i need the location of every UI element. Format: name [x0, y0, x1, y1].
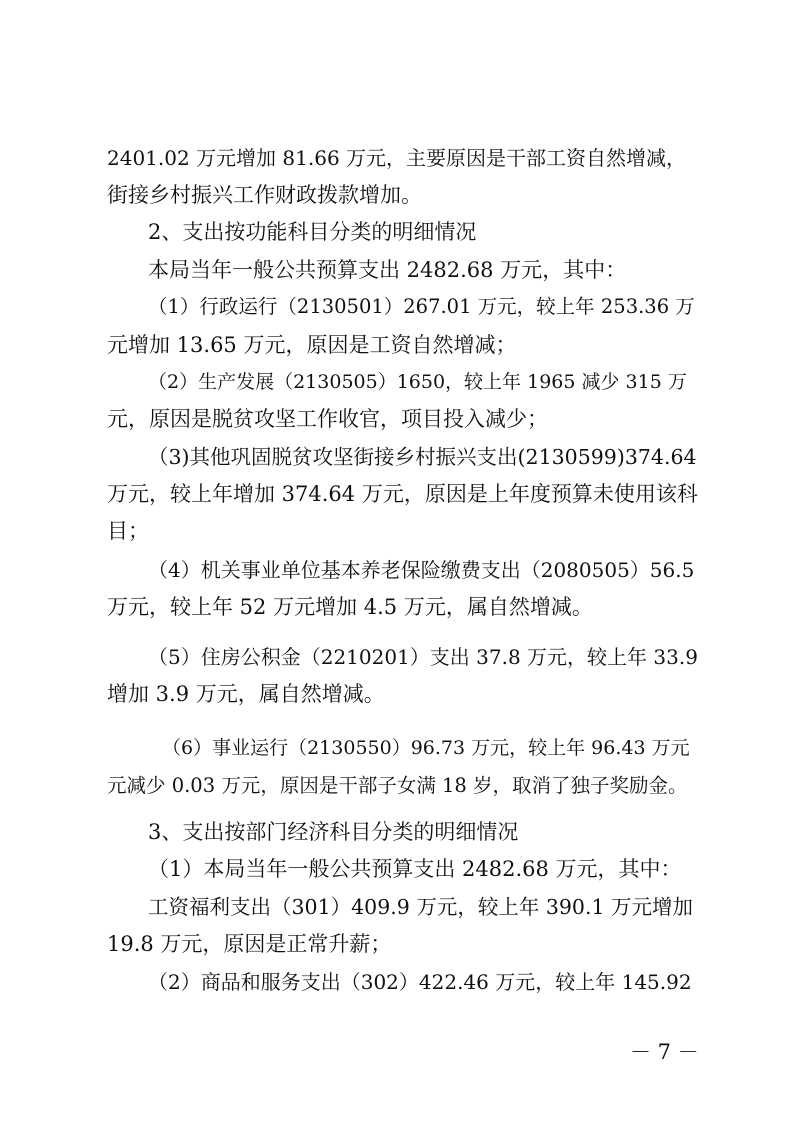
text-line-21: 19.8 万元，原因是正常升薪；	[107, 932, 392, 956]
text-line-20: 工资福利支出（301）409.9 万元，较上年 390.1 万元增加	[148, 895, 694, 919]
text-line-6: 元增加 13.65 万元，原因是工资自然增减；	[107, 333, 517, 357]
text-line-10: 万元，较上年增加 374.64 万元，原因是上年度预算未使用该科	[107, 482, 698, 506]
text-line-14: （5）住房公积金（2210201）支出 37.8 万元，较上年 33.9	[148, 645, 698, 669]
text-line-1: 2401.02 万元增加 81.66 万元，主要原因是干部工资自然增减，	[107, 146, 687, 170]
text-line-22: （2）商品和服务支出（302）422.46 万元，较上年 145.92	[148, 970, 692, 994]
text-line-5: （1）行政运行（2130501）267.01 万元，较上年 253.36 万	[148, 295, 695, 318]
text-line-9: （3)其他巩固脱贫攻坚街接乡村振兴支出(2130599)374.64	[148, 445, 697, 469]
text-line-16: （6）事业运行（2130550）96.73 万元，较上年 96.43 万元	[162, 737, 690, 759]
text-line-19: （1）本局当年一般公共预算支出 2482.68 万元，其中：	[148, 857, 682, 881]
text-line-4: 本局当年一般公共预算支出 2482.68 万元，其中：	[148, 258, 627, 282]
text-line-13: 万元，较上年 52 万元增加 4.5 万元，属自然增减。	[107, 595, 593, 619]
page-number: － 7 －	[630, 1040, 699, 1064]
text-line-17: 元减少 0.03 万元，原因是干部子女满 18 岁，取消了独子奖励金。	[107, 774, 688, 797]
section-heading-2: 2、支出按功能科目分类的明细情况	[148, 220, 477, 244]
text-line-8: 元，原因是脱贫攻坚工作收官，项目投入减少；	[107, 407, 548, 431]
section-heading-3: 3、支出按部门经济科目分类的明细情况	[148, 820, 519, 844]
text-line-11: 目；	[107, 519, 149, 543]
text-line-15: 增加 3.9 万元，属自然增减。	[107, 682, 385, 706]
text-line-12: （4）机关事业单位基本养老保险缴费支出（2080505）56.5	[148, 558, 695, 582]
text-line-7: （2）生产发展（2130505）1650，较上年 1965 减少 315 万	[148, 371, 687, 393]
text-line-2: 街接乡村振兴工作财政拨款增加。	[107, 183, 422, 207]
